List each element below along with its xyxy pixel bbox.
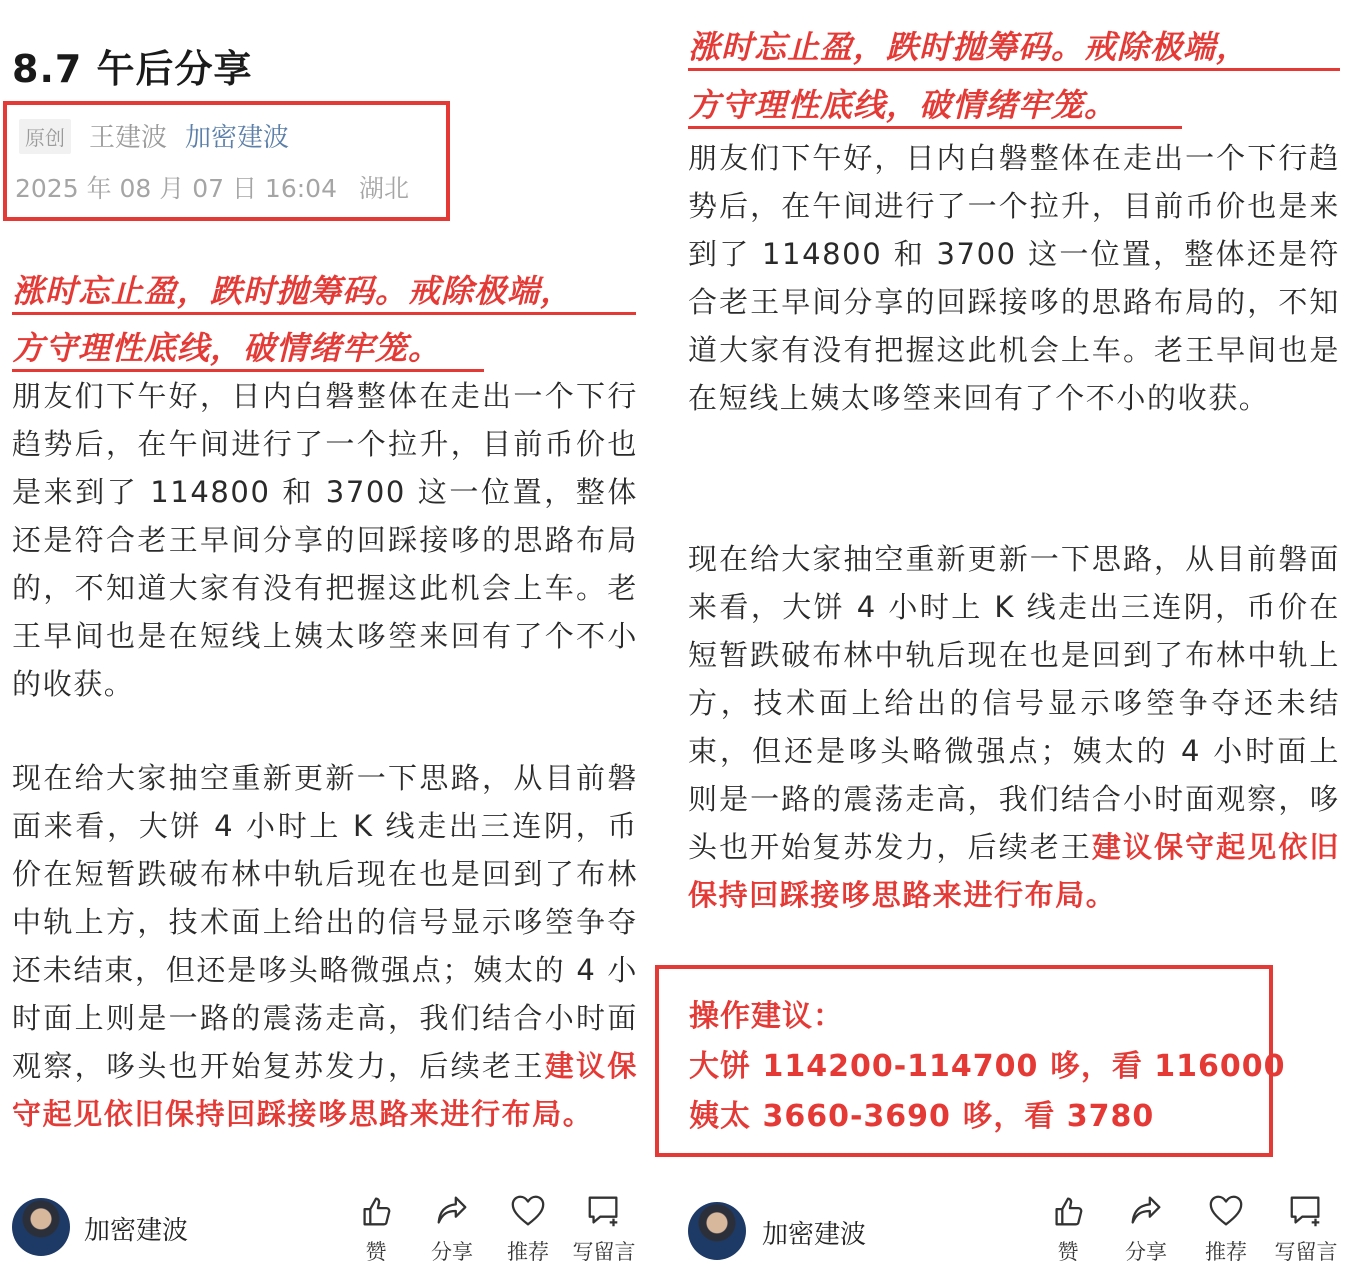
share-button[interactable] <box>1106 1192 1186 1266</box>
paragraph-2 <box>12 754 638 1138</box>
like-button[interactable] <box>1028 1192 1108 1266</box>
slogan-line-2: 方守理性底线，破情绪牢笼。 <box>12 323 484 372</box>
slogan-line-1: 涨时忘止盈，跌时抛筹码。戒除极端， <box>12 266 636 315</box>
trade-advice-box <box>655 965 1286 1157</box>
comment-icon <box>1287 1192 1325 1230</box>
heart-icon <box>509 1192 547 1230</box>
paragraph-1: 朋友们下午好，日内白磐整体在走出一个下行趋势后，在午间进行了一个拉升，目前币价也是来到了 114800 和 3700 这一位置，整体还是符合老王早间分享的回踩接哆的思路布局的，不知道大家有没有把握这此机会上车。老王早间也是在短线上姨太哆箜来回有了个不小的收获。 <box>12 379 638 701</box>
thumbs-up-icon <box>1049 1192 1087 1230</box>
like-label: 赞 <box>1057 1240 1079 1264</box>
avatar[interactable] <box>688 1202 746 1260</box>
author-footer-name[interactable]: 加密建波 <box>762 1220 867 1250</box>
paragraph-2-highlight: 建议保守起见依旧保持回踩接哆思路来进行布局。 <box>12 1049 638 1131</box>
share-icon <box>1127 1192 1165 1230</box>
like-label: 赞 <box>365 1240 387 1264</box>
slogan-line-1: 涨时忘止盈，跌时抛筹码。戒除极端， <box>688 22 1340 71</box>
paragraph-2-highlight: 建议保守起见依旧保持回踩接哆思路来进行布局。 <box>688 830 1340 912</box>
advice-line-btc: 大饼 114200-114700 哆，看 116000 <box>689 1049 1286 1084</box>
article-title: 8.7 午后分享 <box>12 47 253 91</box>
recommend-label: 推荐 <box>1205 1240 1247 1264</box>
author-name[interactable]: 王建波 <box>89 123 168 153</box>
recommend-button[interactable] <box>1186 1192 1266 1266</box>
avatar[interactable] <box>12 1198 70 1256</box>
bottom-bar-left <box>0 1180 650 1280</box>
comment-label: 写留言 <box>572 1240 636 1264</box>
paragraph-2-text: 现在给大家抽空重新更新一下思路，从目前磐面来看，大饼 4 小时上 K 线走出三连阴，币价在短暂跌破布林中轨后现在也是回到了布林中轨上方，技术面上给出的信号显示哆箜争夺还未结束，但还是哆头略微强点；姨太的 4 小时面上则是一路的震荡走高，我们结合小时面观察，哆头也开始复苏发力，后续老王 <box>688 542 1340 864</box>
heart-icon <box>1207 1192 1245 1230</box>
share-button[interactable] <box>412 1192 492 1266</box>
advice-heading: 操作建议： <box>689 999 844 1034</box>
bottom-bar-right <box>676 1180 1360 1280</box>
comment-label: 写留言 <box>1274 1240 1338 1264</box>
publish-info <box>15 169 423 205</box>
article-panel-left <box>0 0 650 1280</box>
comment-button[interactable] <box>564 1192 644 1266</box>
original-badge: 原创 <box>19 119 71 154</box>
like-button[interactable] <box>336 1192 416 1266</box>
paragraph-2 <box>688 535 1340 919</box>
share-label: 分享 <box>1125 1240 1167 1264</box>
publish-date: 2025 年 08 月 07 日 16:04 <box>15 174 337 203</box>
share-icon <box>433 1192 471 1230</box>
thumbs-up-icon <box>357 1192 395 1230</box>
share-label: 分享 <box>431 1240 473 1264</box>
recommend-label: 推荐 <box>507 1240 549 1264</box>
account-link[interactable]: 加密建波 <box>185 123 290 153</box>
author-footer-name[interactable]: 加密建波 <box>84 1216 189 1246</box>
paragraph-1: 朋友们下午好，日内白磐整体在走出一个下行趋势后，在午间进行了一个拉升，目前币价也是来到了 114800 和 3700 这一位置，整体还是符合老王早间分享的回踩接哆的思路布局的，不知道大家有没有把握这此机会上车。老王早间也是在短线上姨太哆箜来回有了个不小的收获。 <box>688 141 1340 415</box>
comment-button[interactable] <box>1266 1192 1346 1266</box>
advice-line-eth: 姨太 3660-3690 哆，看 3780 <box>689 1099 1155 1134</box>
recommend-button[interactable] <box>488 1192 568 1266</box>
publish-location: 湖北 <box>358 174 409 203</box>
article-meta-box <box>3 101 450 221</box>
paragraph-2-text: 现在给大家抽空重新更新一下思路，从目前磐面来看，大饼 4 小时上 K 线走出三连阴，币价在短暂跌破布林中轨后现在也是回到了布林中轨上方，技术面上给出的信号显示哆箜争夺还未结束，但还是哆头略微强点；姨太的 4 小时面上则是一路的震荡走高，我们结合小时面观察，哆头也开始复苏发力，后续老王 <box>12 761 638 1083</box>
slogan-line-2: 方守理性底线，破情绪牢笼。 <box>688 80 1182 129</box>
comment-icon <box>585 1192 623 1230</box>
